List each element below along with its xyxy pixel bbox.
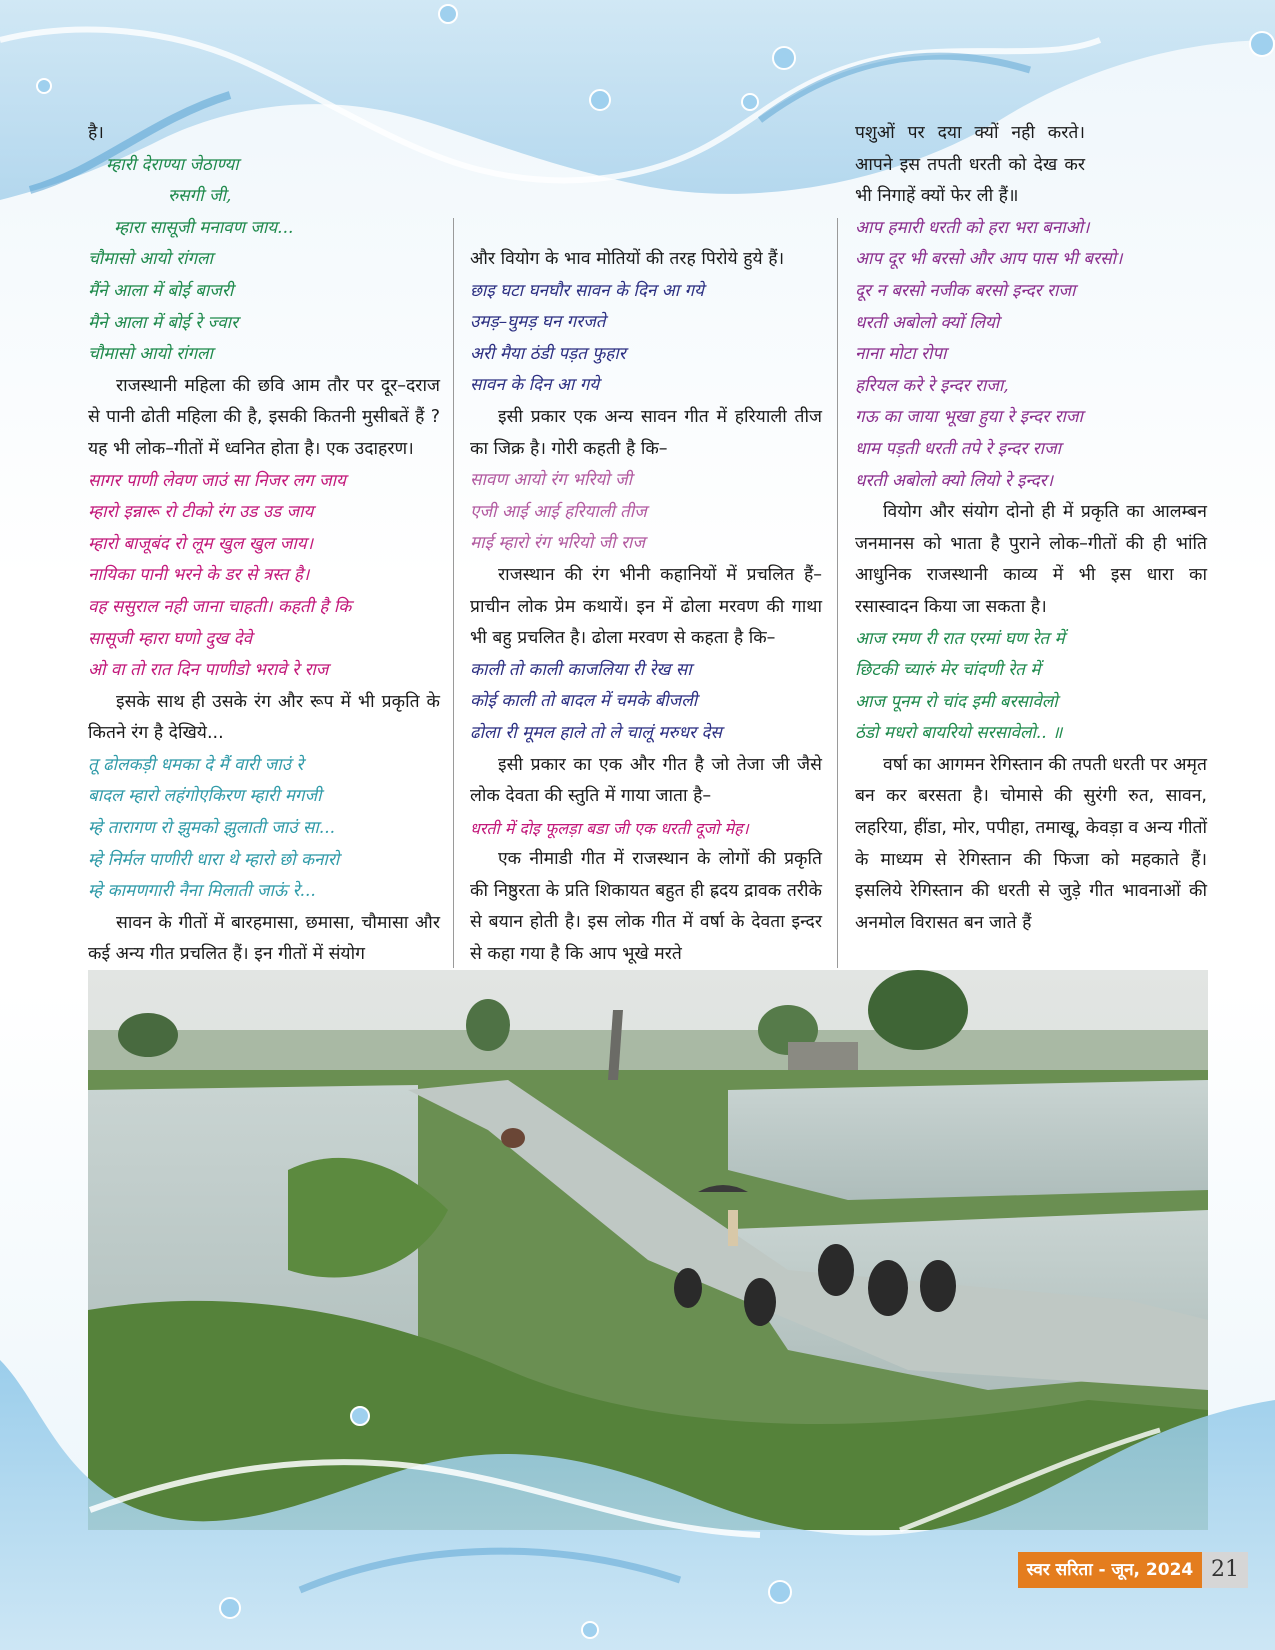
- verse-line: काली तो काली काजलिया री रेख सा: [470, 659, 692, 680]
- verse-line: सावण आयो रंग भरियो जी: [470, 470, 633, 491]
- paragraph: है।: [88, 123, 104, 143]
- verse-line: धरती में दोइ फूलड़ा बडा जी एक धरती दूजो मेह।: [470, 818, 749, 838]
- verse-line: मैंने आला में बोई बाजरी: [88, 280, 234, 301]
- paragraph: इसी प्रकार एक अन्य सावन गीत में हरियाली तीज का जिक्र है। गोरी कहती है कि–: [470, 406, 822, 459]
- verse-line: तू ढोलकड़ी धमका दे मैं वारी जाउं रे: [88, 754, 304, 775]
- verse-line: गऊ का जाया भूखा हुया रे इन्दर राजा: [855, 407, 1083, 428]
- verse-line: ओ वा तो रात दिन पाणीडो भरावे रे राज: [88, 660, 329, 681]
- paragraph: और वियोग के भाव मोतियों की तरह पिरोये हुये हैं।: [470, 249, 785, 269]
- verse-line: चौमासो आयो रांगला: [88, 249, 213, 270]
- verse-line: आप हमारी धरती को हरा भरा बनाओ।: [855, 217, 1090, 238]
- verse-line: धाम पड़ती धरती तपे रे इन्दर राजा: [855, 438, 1062, 459]
- verse-line: म्हे निर्मल पाणीरी धारा थे म्हारो छो कनारो: [88, 849, 340, 870]
- verse-line: म्हारो इन्नारू रो टीको रंग उड उड जाय: [88, 502, 314, 523]
- paragraph: वर्षा का आगमन रेगिस्तान की तपती धरती पर अमृत बन कर बरसता है। चोमासे की सुरंगी रुत, सावन, लहरिया, हींडा, मोर, पपीहा, तमाखू, केवड़ा व अन्य गीतों के माध्यम से रेगिस्तान की फिजा को महकाते हैं। इसलिये रेगिस्तान की धरती से जुड़े गीत भावनाओं की अनमोल विरासत बन जाते हैं: [855, 754, 1207, 933]
- verse-line: सासूजी म्हारा घणो दुख देवे: [88, 628, 253, 649]
- verse-line: छिटकी च्यारुं मेर चांदणी रेत में: [855, 660, 1041, 681]
- verse-line: सावन के दिन आ गये: [470, 375, 600, 396]
- verse-line: अरी मैया ठंडी पड़त फुहार: [470, 343, 626, 364]
- verse-line: ठंडो मधरो बायरियो सरसावेलो.. ॥: [855, 723, 1063, 744]
- verse-line: रुसगी जी,: [168, 186, 232, 207]
- verse-line: माई म्हारो रंग भरियो जी राज: [470, 533, 645, 554]
- column-3: [855, 118, 1207, 939]
- verse-line: नाना मोटा रोपा: [855, 344, 947, 365]
- verse-line: आप दूर भी बरसो और आप पास भी बरसो।: [855, 249, 1123, 270]
- column-2: [470, 244, 822, 971]
- verse-line: वह ससुराल नही जाना चाहती। कहती है कि: [88, 596, 352, 617]
- verse-line: नायिका पानी भरने के डर से त्रस्त है।: [88, 565, 310, 586]
- verse-line: आज पूनम रो चांद इमी बरसावेलो: [855, 691, 1058, 712]
- column-1: [88, 118, 440, 971]
- verse-line: दूर न बरसो नजीक बरसो इन्दर राजा: [855, 280, 1076, 301]
- paragraph: इसके साथ ही उसके रंग और रूप में भी प्रकृति के कितने रंग है देखिये...: [88, 691, 440, 744]
- paragraph: राजस्थानी महिला की छवि आम तौर पर दूर–दराज से पानी ढोती महिला की है, इसकी कितनी मुसीबतें हैं ? यह भी लोक–गीतों में ध्वनित होता है। एक उदाहरण।: [88, 375, 440, 459]
- verse-line: धरती अबोलो क्यों लियो: [855, 312, 1000, 333]
- verse-line: म्हारो बाजूबंद रो लूम खुल खुल जाय।: [88, 533, 314, 554]
- paragraph: एक नीमाडी गीत में राजस्थान के लोगों की प्रकृति की निष्ठुरता के प्रति शिकायत बहुत ही ह्रदय द्रावक तरीके से बयान होती है। इस लोक गीत में वर्षा के देवता इन्दर से कहा गया है कि आप भूखे मरते: [470, 849, 822, 965]
- verse-line: म्हे तारागण रो झुमको झुलाती जाउं सा...: [88, 818, 336, 839]
- page-number: 21: [1202, 1552, 1248, 1588]
- verse-line: म्हारी देराण्या जेठाण्या: [106, 154, 239, 175]
- verse-line: ढोला री मूमल हाले तो ले चालूं मरुधर देस: [470, 722, 722, 743]
- water-splash-bottom: [0, 1360, 1275, 1650]
- verse-line: धरती अबोलो क्यो लियो रे इन्दर।: [855, 470, 1054, 491]
- verse-line: उमड़–घुमड़ घन गरजते: [470, 312, 606, 333]
- verse-line: छाइ घटा घनघौर सावन के दिन आ गये: [470, 280, 704, 301]
- verse-line: बादल म्हारो लहंगोएकिरण म्हारी मगजी: [88, 786, 322, 807]
- verse-line: चौमासो आयो रांगला: [88, 344, 213, 365]
- magazine-name: स्वर सरिता - जून, 2024: [1018, 1552, 1202, 1588]
- verse-line: म्हे कामणगारी नैना मिलाती जाऊं रे...: [88, 881, 316, 902]
- verse-line: मैने आला में बोई रे ज्वार: [88, 312, 239, 333]
- paragraph: राजस्थान की रंग भीनी कहानियों में प्रचलित हैं– प्राचीन लोक प्रेम कथायें। इन में ढोला मरवण की गाथा भी बहु प्रचलित है। ढोला मरवण से कहता है कि–: [470, 564, 822, 649]
- verse-line: आज रमण री रात एरमां घण रेत में: [855, 628, 1065, 649]
- paragraph: वियोग और संयोग दोनो ही में प्रकृति का आलम्बन जनमानस को भाता है पुराने लोक–गीतों की ही भांति आधुनिक राजस्थानी काव्य में भी इस धारा का रसास्वादन किया जा सकता है।: [855, 502, 1207, 617]
- verse-line: कोई काली तो बादल में चमके बीजली: [470, 691, 698, 712]
- column-divider: [453, 218, 454, 968]
- verse-line: म्हारा सासूजी मनावण जाय...: [114, 217, 294, 238]
- verse-line: सागर पाणी लेवण जाउं सा निजर लग जाय: [88, 470, 346, 491]
- verse-line: हरियल करे रे इन्दर राजा,: [855, 375, 1009, 396]
- verse-line: एजी आई आई हरियाली तीज: [470, 501, 647, 522]
- paragraph: पशुओं पर दया क्यों नही करते। आपने इस तपती धरती को देख कर भी निगाहें क्यों फेर ली हैं॥: [855, 123, 1085, 207]
- paragraph: सावन के गीतों में बारहमासा, छमासा, चौमासा और कई अन्य गीत प्रचलित हैं। इन गीतों में संयोग: [88, 912, 440, 965]
- column-divider: [837, 218, 838, 968]
- paragraph: इसी प्रकार का एक और गीत है जो तेजा जी जैसे लोक देवता की स्तुति में गाया जाता है–: [470, 754, 822, 807]
- page-footer: [1018, 1552, 1238, 1588]
